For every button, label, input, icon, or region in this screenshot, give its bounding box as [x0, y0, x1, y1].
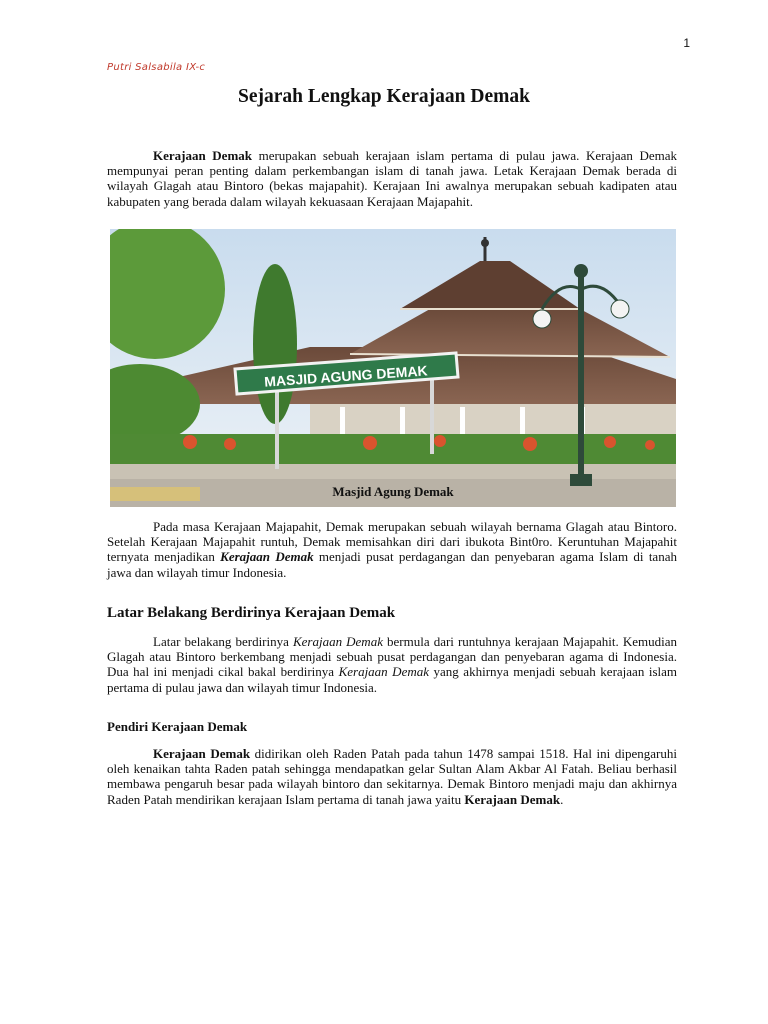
s1-text-a: Latar belakang berdirinya	[153, 634, 293, 649]
document-title: Sejarah Lengkap Kerajaan Demak	[238, 86, 530, 107]
para2-text-b: menjadi pusat perdagangan dan penyebaran agama Islam di tanah jawa dan wilayah timur Indonesia.	[107, 549, 677, 580]
s2-text-a: didirikan oleh Raden Patah pada tahun 1478 sampai 1518. Hal ini dipengaruhi oleh kenaikan tahta Raden patah sehingga mendapatkan gelar Sultan Alam Akbar Al Fatah. Beliau berhasil membawa pengaruh besar pada wilayah bintoro dan sekitarnya. Demak Bintoro menjadi maju dan akhirnya Raden Patah mendirikan kerajaan Islam pertama di tanah jawa yaitu	[107, 746, 677, 807]
page-number: 1	[683, 36, 690, 50]
author-name: Putri Salsabila IX-c	[107, 62, 206, 73]
section-heading-latar-belakang: Latar Belakang Berdirinya Kerajaan Demak	[107, 605, 396, 621]
s1-emph-2: Kerajaan Demak	[338, 664, 430, 680]
intro-text: merupakan sebuah kerajaan islam pertama di pulau jawa. Kerajaan Demak mempunyai peran penting dalam perkembangan islam di tanah jawa. Letak Kerajaan Demak berada di wilayah Glagah atau Bintoro (bekas majapahit). Kerajaan Ini awalnya merupakan sebuah kadipaten atau kabupaten yang berada dalam wilayah kekuasaan Kerajaan Majapahit.	[107, 148, 677, 209]
photo-caption: Masjid Agung Demak	[332, 484, 454, 499]
s1-text-b: bermula dari runtuhnya kerajaan Majapahit. Kemudian Glagah atau Bintoro berkembang menjadi sebuah pusat perdagangan dan penyebaran agama di Indonesia. Dua hal ini menjadi cikal bakal berdirinya	[107, 634, 677, 680]
intro-lead: Kerajaan Demak	[153, 148, 253, 163]
para2-text-a: Pada masa Kerajaan Majapahit, Demak merupakan sebuah wilayah bernama Glagah atau Bintoro. Setelah Kerajaan Majapahit runtuh, Demak memisahkan diri dari ibukota Bint0ro. Keruntuhan Majapahit ternyata menjadikan	[107, 519, 677, 565]
s2-text-b: .	[560, 791, 564, 807]
mosque-photo	[110, 229, 676, 507]
paragraph-2	[107, 519, 677, 580]
sign-text: MASJID AGUNG DEMAK	[263, 362, 429, 390]
intro-paragraph	[107, 148, 677, 209]
section2-paragraph	[107, 746, 677, 807]
s2-emph: Kerajaan Demak	[464, 791, 561, 807]
s1-text-c: yang akhirnya menjadi sebuah kerajaan islam pertama di pulau jawa dan wilayah timur Indonesia.	[107, 664, 677, 695]
s1-emph-1: Kerajaan Demak	[292, 634, 383, 649]
s2-lead: Kerajaan Demak	[153, 746, 251, 761]
section-heading-pendiri: Pendiri Kerajaan Demak	[107, 719, 248, 734]
section1-paragraph	[107, 634, 677, 695]
para2-emph: Kerajaan Demak	[220, 549, 314, 565]
